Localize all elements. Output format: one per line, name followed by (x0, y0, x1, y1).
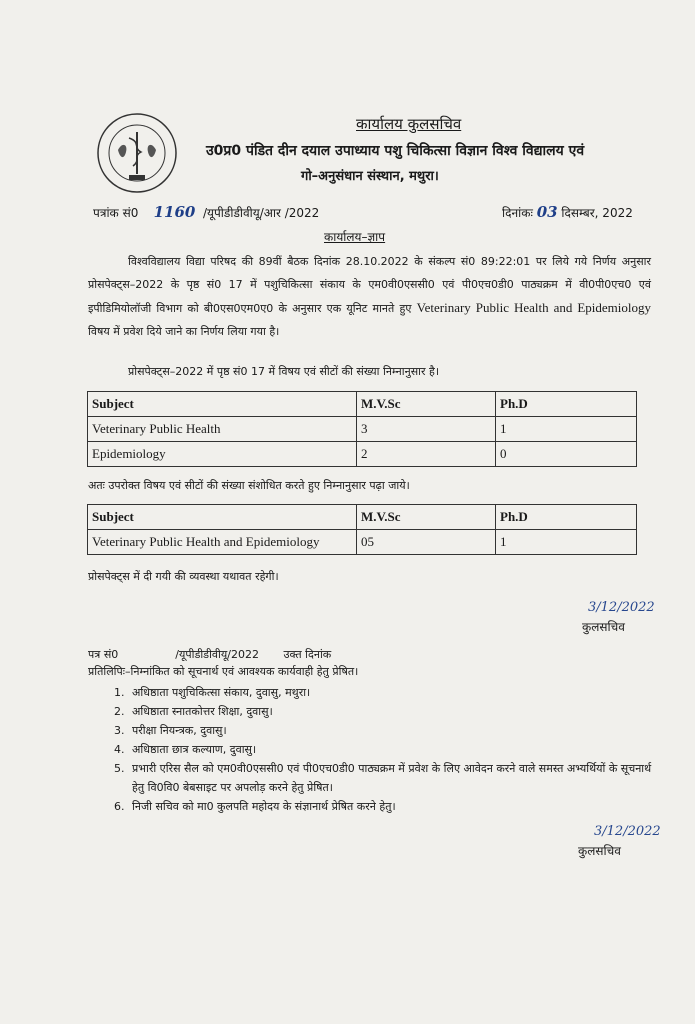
copy-ref-suffix: /यूपीडीडीवीयू/2022 (175, 648, 259, 661)
cell-phd: 1 (496, 417, 637, 442)
list-item: 5. प्रभारी एरिस सैल को एम0वी0एससी0 एवं पी0एच0डी0 पाठ्यक्रम में प्रवेश के लिए आवेदन करने वाले समस्त अभ्यर्थियों के सूचनार्थ हेतु वि0वि0 बेबसाइट पर अपलोड़ करने हेतु प्रेषित। (128, 759, 658, 797)
copy-ref-date: उक्त दिनांक (283, 648, 332, 661)
copy-ref-prefix: पत्र सं0 (88, 648, 119, 661)
cell-mvsc: 3 (357, 417, 496, 442)
body-paragraph (88, 250, 651, 343)
table1-intro: प्रोसपेक्ट्स–2022 में पृष्ठ सं0 17 में विषय एवं सीटों की संख्या निम्नानुसार है। (128, 365, 440, 378)
cell-phd: 1 (496, 530, 637, 555)
table-row (88, 530, 637, 555)
cell-subject: Veterinary Public Health (88, 417, 357, 442)
paragraph-english-subject: Veterinary Public Health and Epidemiology (416, 300, 651, 315)
table-header-row (88, 505, 637, 530)
table2-intro: अतः उपरोक्त विषय एवं सीटों की संख्या संशोधित करते हुए निम्नानुसार पढ़ा जाये। (88, 479, 410, 492)
memo-title: कार्यालय–ज्ञाप (324, 230, 386, 244)
cell-phd: 0 (496, 442, 637, 467)
table-header-row (88, 392, 637, 417)
list-item: 2. अधिष्ठाता स्नातकोत्तर शिक्षा, दुवासु। (128, 702, 658, 721)
reference-number (93, 203, 319, 221)
signature-scribble: 3/12/2022 (594, 824, 661, 839)
list-item: 4. अधिष्ठाता छात्र कल्याण, दुवासु। (128, 740, 658, 759)
column-header-subject: Subject (88, 505, 357, 530)
revised-seats-table (87, 504, 637, 555)
date-label: दिनांकः (502, 206, 533, 220)
paragraph-hindi-text: विश्वविद्यालय विद्या परिषद की 89वीं बैठक दिनांक 28.10.2022 के संकल्प सं0 89:22:01 पर लिये गये निर्णय अनुसार प्रोसपेक्ट्स–2022 के पृष्ठ सं0 17 में पशुचिकित्सा संकाय के एम0वी0एससी0 एवं पी0एच0डी0 पाठ्यक्रम में वी0पी0एच0 एवं इपीडिमियोलॉजी विभाग को बी0एस0एम0ए0 के अनुसार एक यूनिट मानते हुए (88, 255, 651, 315)
column-header-phd: Ph.D (496, 392, 637, 417)
cell-subject: Epidemiology (88, 442, 357, 467)
cell-subject: Veterinary Public Health and Epidemiology (88, 530, 357, 555)
column-header-mvsc: M.V.Sc (357, 392, 496, 417)
table-row (88, 442, 637, 467)
list-item: 6. निजी सचिव को मा0 कुलपति महोदय के संज्ञानार्थ प्रेषित करने हेतु। (128, 797, 658, 816)
paragraph-tail-text: विषय में प्रवेश दिये जाने का निर्णय लिया गया है। (88, 325, 280, 338)
handwritten-date-day: 03 (536, 203, 558, 221)
reference-prefix: पत्रांक सं0 (93, 206, 139, 220)
closing-line: प्रोसपेक्ट्स में दी गयी की व्यवस्था यथावत रहेगी। (88, 570, 279, 583)
signature-scribble: 3/12/2022 (588, 600, 655, 615)
office-heading: कार्यालय कुलसचिव (356, 115, 462, 133)
table-row (88, 417, 637, 442)
university-location: गो–अनुसंधान संस्थान, मथुरा। (301, 169, 439, 184)
column-header-mvsc: M.V.Sc (357, 505, 496, 530)
date-month-year: दिसम्बर, 2022 (561, 206, 633, 220)
reference-suffix: /यूपीडीडीवीयू/आर /2022 (202, 206, 320, 220)
university-seal-logo (96, 112, 178, 194)
handwritten-reference-number: 1160 (153, 203, 196, 221)
cell-mvsc: 05 (357, 530, 496, 555)
column-header-phd: Ph.D (496, 505, 637, 530)
list-item: 1. अधिष्ठाता पशुचिकित्सा संकाय, दुवासु, मथुरा। (128, 683, 658, 702)
signatory-designation: कुलसचिव (578, 844, 621, 858)
copy-reference (88, 646, 358, 680)
university-name: उ0प्र0 पंडित दीन दयाल उपाध्याय पशु चिकित्सा विज्ञान विश्व विद्यालय एवं (206, 143, 585, 159)
cell-mvsc: 2 (357, 442, 496, 467)
column-header-subject: Subject (88, 392, 357, 417)
list-item: 3. परीक्षा नियन्त्रक, दुवासु। (128, 721, 658, 740)
copy-heading: प्रतिलिपिः–निम्नांकित को सूचनार्थ एवं आवश्यक कार्यवाही हेतु प्रेषित। (88, 665, 359, 678)
document-date (502, 203, 633, 221)
original-seats-table (87, 391, 637, 467)
recipient-list (112, 683, 658, 816)
signatory-designation: कुलसचिव (582, 620, 625, 634)
